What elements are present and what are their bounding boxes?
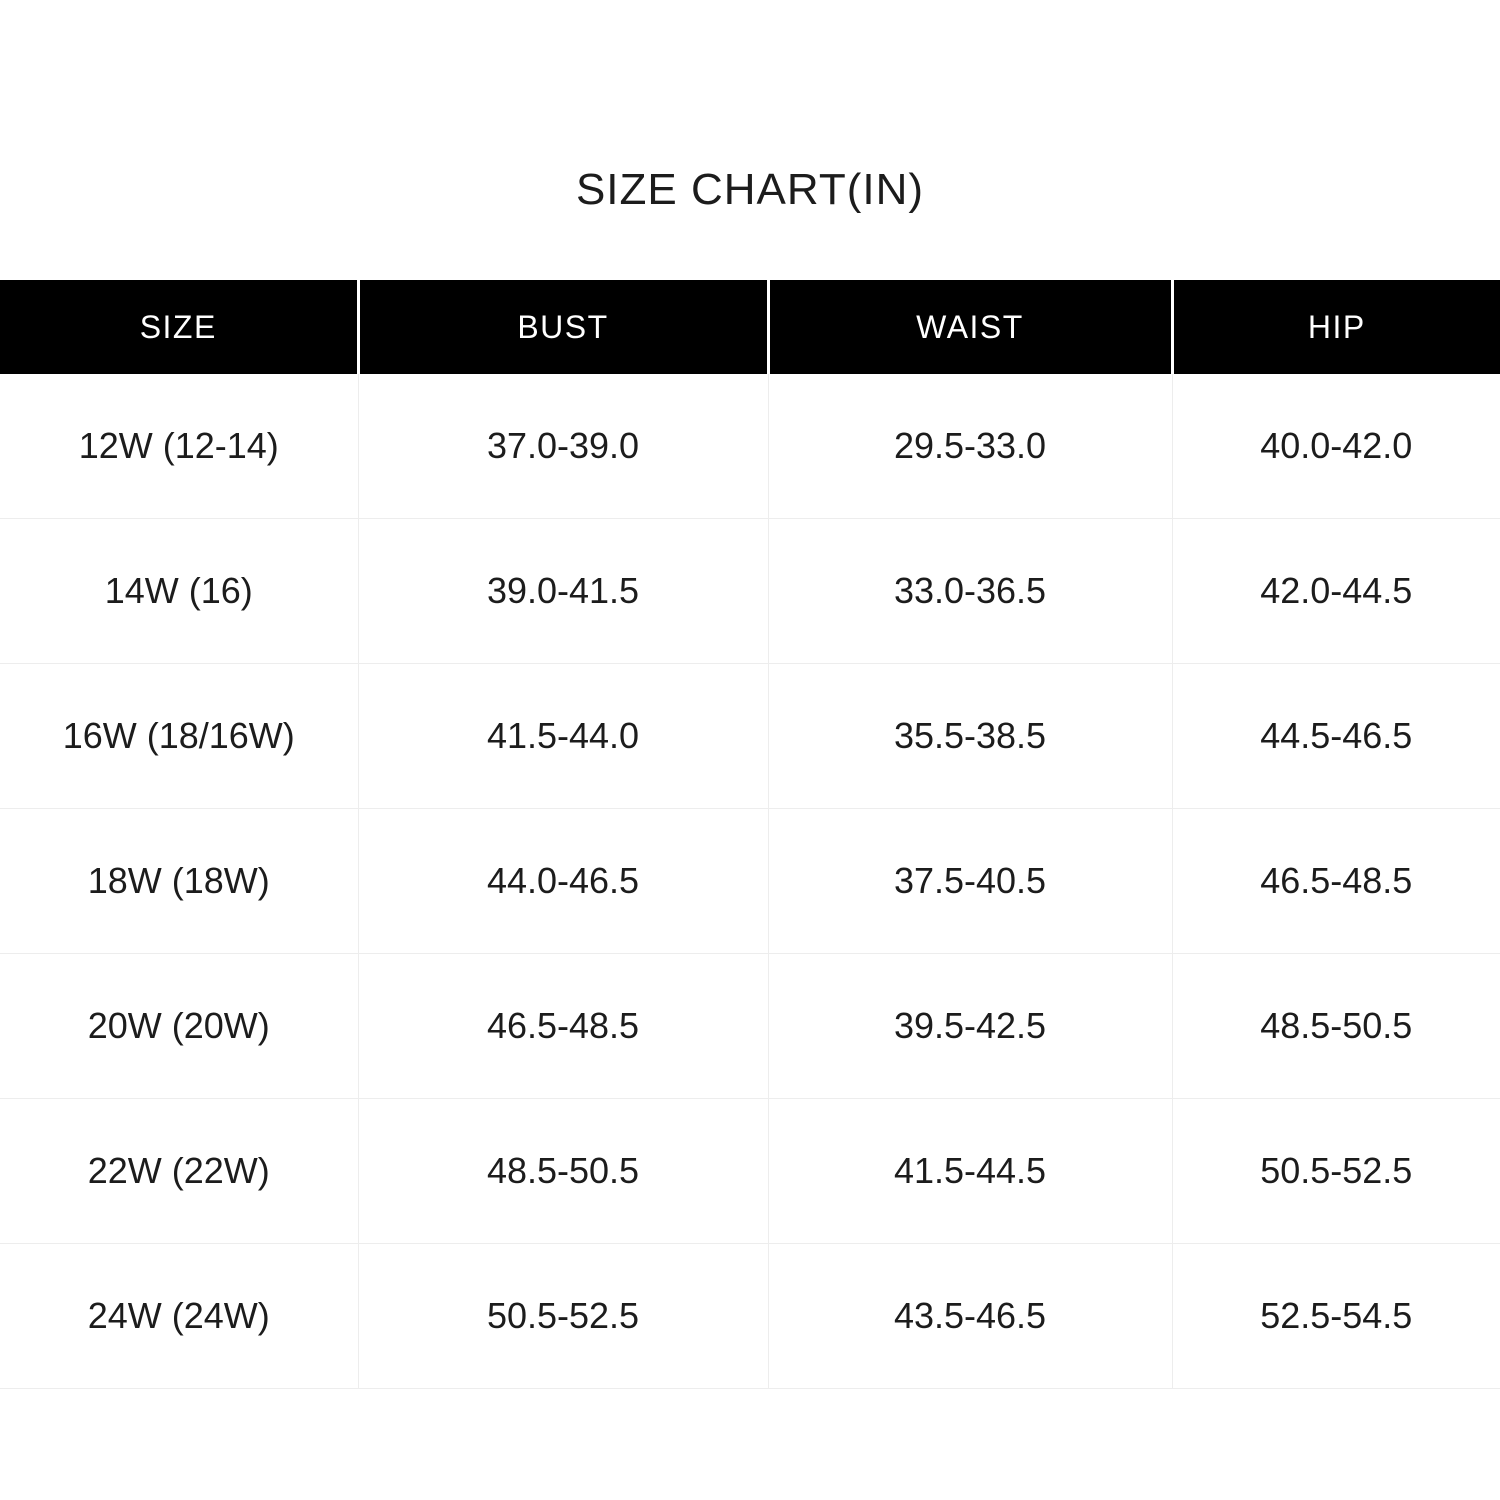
cell-bust: 39.0-41.5 [358, 519, 768, 664]
table-header-row [0, 280, 1500, 374]
table-row [0, 519, 1500, 664]
table-row [0, 374, 1500, 519]
table-body [0, 374, 1500, 1389]
cell-bust: 46.5-48.5 [358, 954, 768, 1099]
cell-bust: 50.5-52.5 [358, 1244, 768, 1389]
cell-waist: 29.5-33.0 [768, 374, 1172, 519]
table-row [0, 1244, 1500, 1389]
cell-size: 20W (20W) [0, 954, 358, 1099]
cell-size: 16W (18/16W) [0, 664, 358, 809]
cell-waist: 33.0-36.5 [768, 519, 1172, 664]
cell-waist: 43.5-46.5 [768, 1244, 1172, 1389]
column-header-hip: HIP [1172, 280, 1500, 374]
cell-bust: 41.5-44.0 [358, 664, 768, 809]
cell-hip: 52.5-54.5 [1172, 1244, 1500, 1389]
cell-hip: 44.5-46.5 [1172, 664, 1500, 809]
size-chart-table [0, 280, 1500, 1389]
page-title: SIZE CHART(IN) [575, 165, 925, 214]
cell-hip: 40.0-42.0 [1172, 374, 1500, 519]
cell-bust: 37.0-39.0 [358, 374, 768, 519]
cell-hip: 48.5-50.5 [1172, 954, 1500, 1099]
column-header-size: SIZE [0, 280, 358, 374]
table-row [0, 954, 1500, 1099]
cell-waist: 35.5-38.5 [768, 664, 1172, 809]
cell-size: 24W (24W) [0, 1244, 358, 1389]
cell-waist: 39.5-42.5 [768, 954, 1172, 1099]
cell-waist: 37.5-40.5 [768, 809, 1172, 954]
cell-hip: 50.5-52.5 [1172, 1099, 1500, 1244]
table-header [0, 280, 1500, 374]
column-header-bust: BUST [358, 280, 768, 374]
cell-hip: 42.0-44.5 [1172, 519, 1500, 664]
cell-size: 18W (18W) [0, 809, 358, 954]
cell-waist: 41.5-44.5 [768, 1099, 1172, 1244]
table-row [0, 664, 1500, 809]
table-row [0, 1099, 1500, 1244]
column-header-waist: WAIST [768, 280, 1172, 374]
cell-bust: 44.0-46.5 [358, 809, 768, 954]
cell-bust: 48.5-50.5 [358, 1099, 768, 1244]
table-row [0, 809, 1500, 954]
cell-size: 12W (12-14) [0, 374, 358, 519]
cell-hip: 46.5-48.5 [1172, 809, 1500, 954]
cell-size: 14W (16) [0, 519, 358, 664]
cell-size: 22W (22W) [0, 1099, 358, 1244]
